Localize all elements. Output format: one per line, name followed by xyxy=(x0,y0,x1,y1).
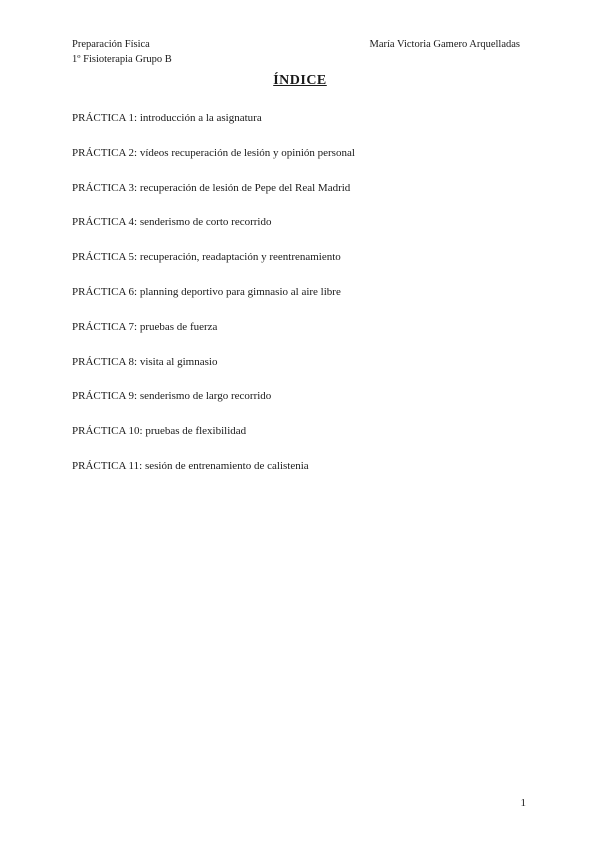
toc-item-1: PRÁCTICA 1: introducción a la asignatura xyxy=(72,112,262,124)
toc-item-10: PRÁCTICA 10: pruebas de flexibilidad xyxy=(72,425,247,438)
toc-item-6: PRÁCTICA 6: planning deportivo para gimnasio al aire libre xyxy=(72,285,341,298)
page-title: ÍNDICE xyxy=(273,73,327,88)
toc-item-11: PRÁCTICA 11: sesión de entrenamiento de calistenia xyxy=(72,459,309,472)
toc-item-4: PRÁCTICA 4: senderismo de corto recorrido xyxy=(72,216,272,229)
course-name: Preparación Física xyxy=(72,39,150,50)
toc-item-2: PRÁCTICA 2: vídeos recuperación de lesión y opinión personal xyxy=(72,146,355,159)
toc-item-7: PRÁCTICA 7: pruebas de fuerza xyxy=(72,320,218,333)
table-of-contents xyxy=(72,111,355,494)
page-number: 1 xyxy=(520,797,526,809)
author-name: María Victoria Gamero Arquelladas xyxy=(369,39,520,50)
toc-item-9: PRÁCTICA 9: senderismo de largo recorrido xyxy=(72,390,272,403)
header-left xyxy=(72,37,172,67)
toc-item-5: PRÁCTICA 5: recuperación, readaptación y reentrenamiento xyxy=(72,251,341,264)
group-name: 1º Fisioterapia Grupo B xyxy=(72,54,172,65)
toc-item-8: PRÁCTICA 8: visita al gimnasio xyxy=(72,355,218,368)
toc-item-3: PRÁCTICA 3: recuperación de lesión de Pepe del Real Madrid xyxy=(72,181,351,194)
